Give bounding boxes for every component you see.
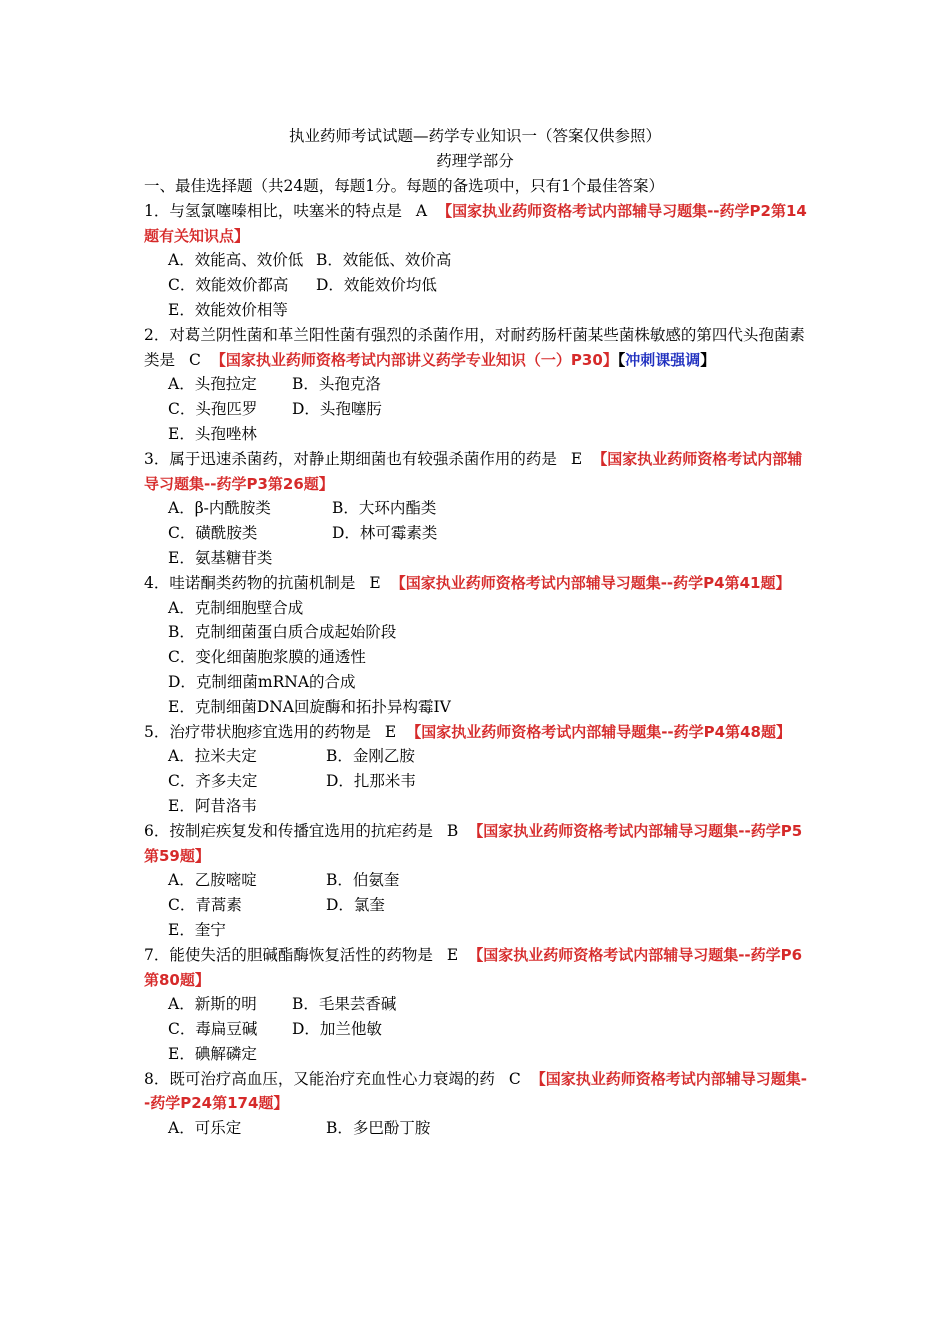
question-3 [144,447,809,497]
option-b: B．克制细菌蛋白质合成起始阶段 [168,623,397,642]
option-a: A．效能高、效价低 [168,251,304,270]
option-b: B．效能低、效价高 [316,251,452,270]
option-c: C．磺酰胺类 [168,524,258,543]
option-e: E．头孢唑林 [168,424,257,443]
answer-letter: C [508,1069,521,1088]
section-heading: 一、最佳选择题（共24题，每题1分。每题的备选项中，只有1个最佳答案） [144,177,664,195]
option-c: C．毒扁豆碱 [168,1020,258,1039]
answer-letter: E [384,722,397,741]
option-b: B．头孢克洛 [292,375,381,394]
option-d: D．克制细菌mRNA的合成 [168,672,356,691]
option-c: C．头孢匹罗 [168,400,258,419]
document-body [144,174,809,1141]
option-d: D．效能效价均低 [316,276,437,295]
option-d: D．头孢噻肟 [292,400,382,419]
question-text: 3．属于迅速杀菌药，对静止期细菌也有较强杀菌作用的药是 [144,449,557,468]
options-2 [144,372,809,446]
question-1 [144,199,809,249]
answer-letter: E [446,945,459,964]
option-b: B．大环内酯类 [332,499,437,518]
options-7 [144,992,809,1066]
source-reference: 【国家执业药师资格考试内部辅导习题集--药学P5第59题】 [144,821,803,865]
bracket-open: 【 [617,350,626,369]
emphasis-note: 冲刺课强调 [625,350,701,369]
answer-letter: E [570,449,583,468]
question-text: 8．既可治疗高血压，又能治疗充血性心力衰竭的药 [144,1069,495,1088]
answer-letter: A [415,201,428,220]
options-1 [144,248,809,322]
option-a: A．β-内酰胺类 [168,499,271,518]
option-e: E．氨基糖苷类 [168,548,273,567]
question-text: 2．对葛兰阴性菌和革兰阳性菌有强烈的杀菌作用，对耐药肠杆菌某些菌株敏感的第四代头孢菌素类是 [144,325,805,369]
option-c: C．齐多夫定 [168,772,258,791]
option-e: E．克制细菌DNA回旋酶和拓扑异构霉IV [168,697,451,716]
answer-letter: C [189,350,201,369]
options-8 [144,1116,809,1141]
option-a: A．克制细胞壁合成 [168,598,304,617]
option-a: A．可乐定 [168,1119,242,1138]
answer-letter: E [369,573,381,592]
document-subtitle: 药理学部分 [436,152,514,170]
question-8 [144,1067,809,1117]
source-reference: 【国家执业药师资格考试内部辅导习题集--药学P4第41题】 [390,573,791,592]
question-2 [144,323,809,373]
option-b: B．金刚乙胺 [326,747,415,766]
option-c: C．变化细菌胞浆膜的通透性 [168,648,366,667]
question-5 [144,720,809,745]
option-c: C．效能效价都高 [168,276,289,295]
options-5 [144,744,809,818]
option-d: D．扎那米韦 [326,772,416,791]
question-text: 7．能使失活的胆碱酯酶恢复活性的药物是 [144,945,433,964]
option-b: B．多巴酚丁胺 [326,1119,431,1138]
option-e: E．阿昔洛韦 [168,796,257,815]
option-e: E．奎宁 [168,920,226,939]
option-b: B．伯氨奎 [326,871,400,890]
option-a: A．新斯的明 [168,995,257,1014]
source-reference: 【国家执业药师资格考试内部辅导习题集--药学P2第14题有关知识点】 [144,201,807,245]
question-text: 1．与氢氯噻嗪相比，呋塞米的特点是 [144,201,402,220]
options-6 [144,868,809,942]
options-4 [144,596,809,720]
source-reference: 【国家执业药师资格考试内部辅导题集--药学P4第48题】 [406,722,791,741]
question-4 [144,571,809,596]
source-reference: 【国家执业药师资格考试内部辅导习题集--药学P3第26题】 [144,449,803,493]
option-d: D．林可霉素类 [332,524,438,543]
source-reference: 【国家执业药师资格考试内部讲义药学专业知识（一）P30】 [210,350,618,369]
question-7 [144,943,809,993]
question-text: 4．哇诺酮类药物的抗菌机制是 [144,573,356,592]
question-text: 5．治疗带状胞疹宜选用的药物是 [144,722,371,741]
option-a: A．拉米夫定 [168,747,257,766]
question-text: 6．按制疟疾复发和传播宜选用的抗疟药是 [144,821,433,840]
answer-letter: B [446,821,459,840]
option-c: C．青蒿素 [168,896,242,915]
option-e: E．效能效价相等 [168,300,288,319]
source-reference: 【国家执业药师资格考试内部辅导习题集--药学P6第80题】 [144,945,803,989]
source-reference: 【国家执业药师资格考试内部辅导习题集--药学P24第174题】 [144,1069,807,1113]
question-6 [144,819,809,869]
bracket-close: 】 [700,350,716,369]
option-d: D．加兰他敏 [292,1020,382,1039]
option-d: D．氯奎 [326,896,385,915]
options-3 [144,496,809,570]
option-a: A．头孢拉定 [168,375,257,394]
option-e: E．碘解磷定 [168,1044,257,1063]
option-a: A．乙胺嘧啶 [168,871,257,890]
option-b: B．毛果芸香碱 [292,995,397,1014]
document-title: 执业药师考试试题—药学专业知识一（答案仅供参照） [288,127,661,145]
